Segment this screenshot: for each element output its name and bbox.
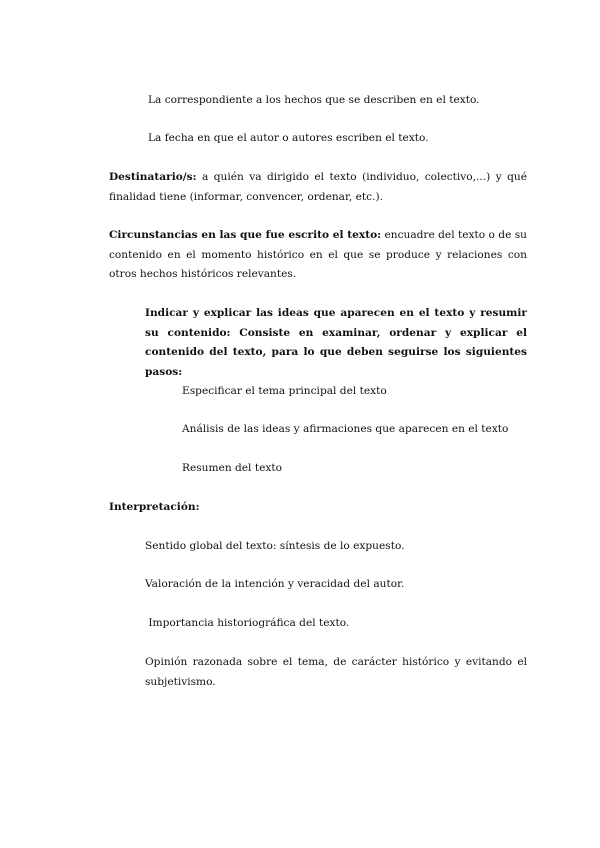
interpretacion-item-global: Sentido global del texto: síntesis de lo expuesto. <box>145 540 405 552</box>
ideas-step-summary: Resumen del texto <box>182 462 282 474</box>
date-item-author: La fecha en que el autor o autores escriben el texto. <box>148 132 429 144</box>
ideas-heading: Indicar y explicar las ideas que aparecen en el texto y resumir su contenido: Consiste en examinar, ordenar y explicar el contenido del texto, para lo que deben seguirse los siguientes pasos: <box>145 307 527 378</box>
ideas-step-analysis: Análisis de las ideas y afirmaciones que aparecen en el texto <box>182 423 509 435</box>
date-item-facts: La correspondiente a los hechos que se describen en el texto. <box>148 94 480 106</box>
destinatario-label: Destinatario/s: <box>109 171 197 183</box>
destinatario-paragraph <box>109 168 527 207</box>
destinatario-text: a quién va dirigido el texto (individuo, colectivo,...) y qué finalidad tiene (informar, convencer, ordenar, etc.). <box>109 171 527 203</box>
interpretacion-heading: Interpretación: <box>109 501 200 513</box>
circunstancias-paragraph <box>109 226 527 285</box>
interpretacion-item-opinion: Opinión razonada sobre el tema, de carácter histórico y evitando el subjetivismo. <box>145 656 527 688</box>
ideas-step-theme: Especificar el tema principal del texto <box>182 385 387 397</box>
circunstancias-label: Circunstancias en las que fue escrito el texto: <box>109 229 382 241</box>
interpretacion-item-valoracion: Valoración de la intención y veracidad del autor. <box>145 578 405 590</box>
interpretacion-item-importancia: Importancia historiográfica del texto. <box>145 617 350 629</box>
circunstancias-text: encuadre del texto o de su contenido en el momento histórico en el que se produce y relaciones con otros hechos históricos relevantes. <box>109 229 527 280</box>
